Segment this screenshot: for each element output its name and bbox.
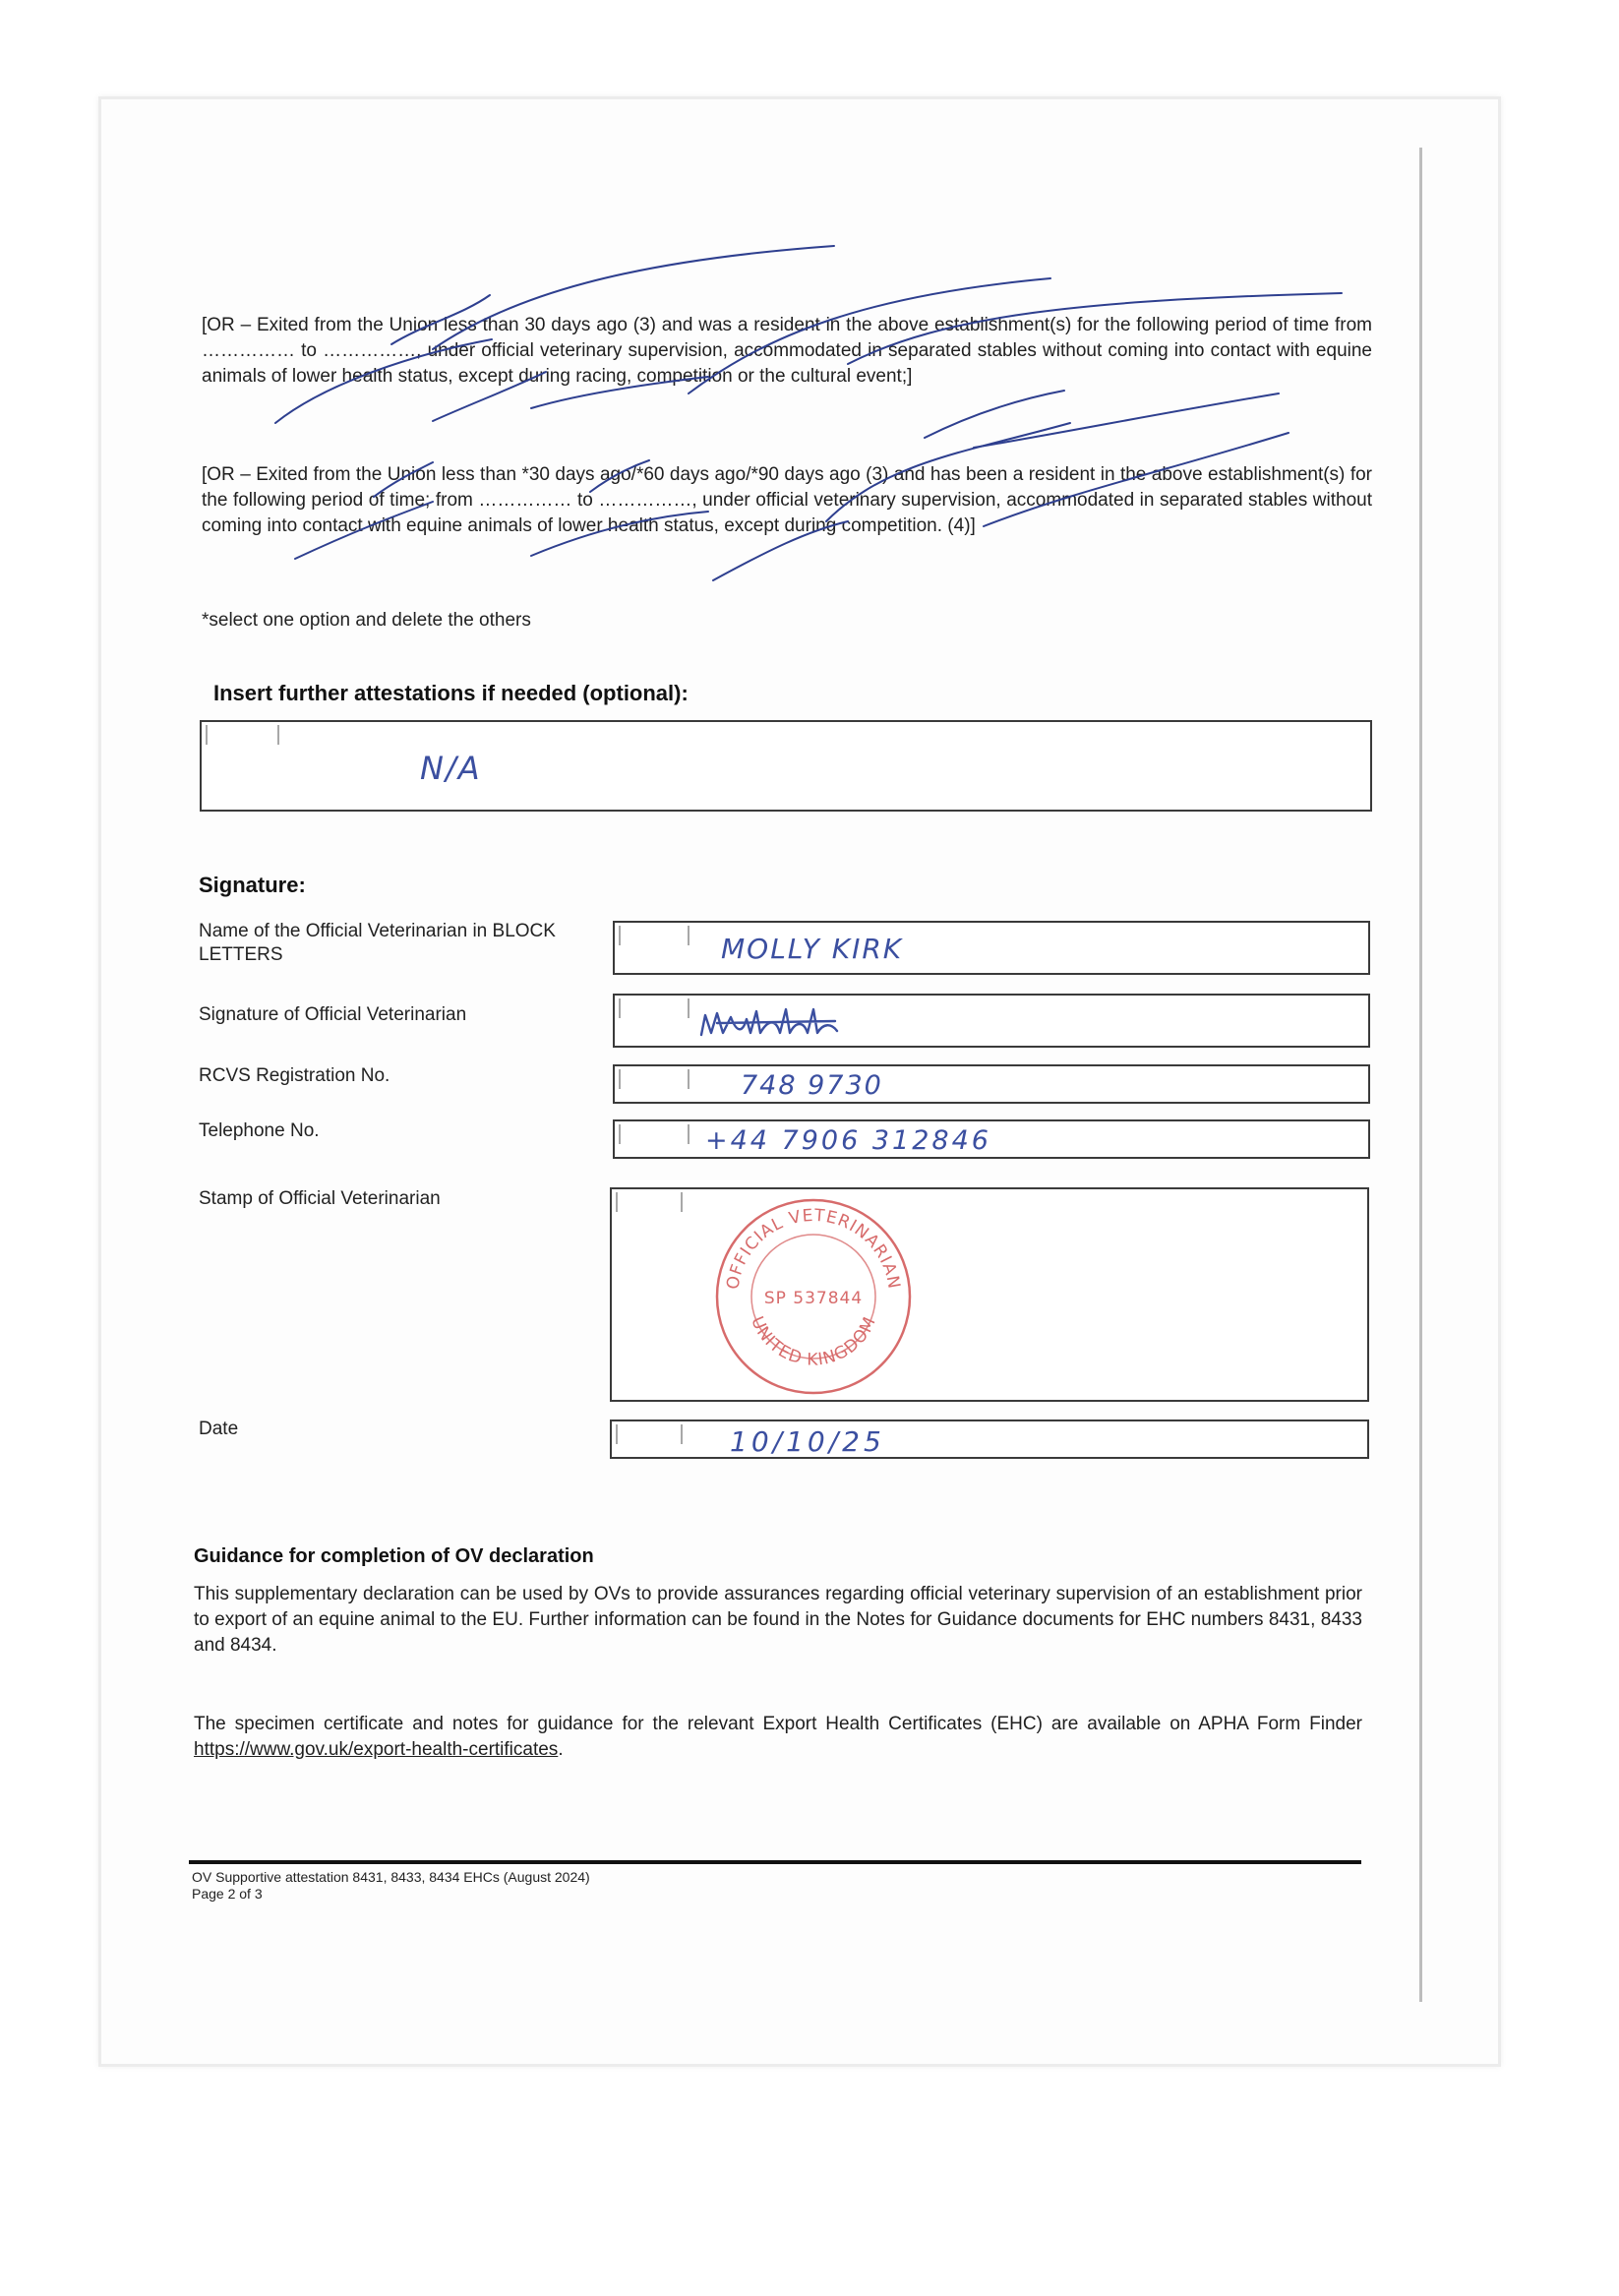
export-health-certificates-link[interactable]: https://www.gov.uk/export-health-certificates xyxy=(194,1739,559,1760)
field-tick xyxy=(619,1124,621,1144)
footer xyxy=(192,1869,590,1903)
field-tick xyxy=(277,725,279,745)
stamp-number: SP 537844 xyxy=(763,1289,864,1308)
official-vet-name-value: MOLLY KIRK xyxy=(721,933,904,965)
field-tick xyxy=(616,1192,618,1212)
guidance-paragraph-2-text: The specimen certificate and notes for guidance for the relevant Export Health Certificates (EHC) are available on APHA Form Finder xyxy=(194,1714,1362,1734)
page-border-rule xyxy=(1419,148,1422,2002)
footer-document-title: OV Supportive attestation 8431, 8433, 8434 EHCs (August 2024) xyxy=(192,1869,590,1885)
telephone-label: Telephone No. xyxy=(199,1120,320,1141)
further-attestations-heading: Insert further attestations if needed (optional): xyxy=(213,681,689,705)
rcvs-registration-field[interactable] xyxy=(613,1064,1370,1104)
field-tick xyxy=(619,926,621,945)
telephone-value: +44 7906 312846 xyxy=(705,1125,991,1156)
stamp-top-text: OFFICIAL VETERINARIAN xyxy=(723,1205,904,1292)
guidance-paragraph-1: This supplementary declaration can be used by OVs to provide assurances regarding official veterinary supervision of an establishment prior to export of an equine animal to the EU. Further information can be found in the Notes for Guidance documents for EHC numbers 8431, 8433 and 8434. xyxy=(194,1584,1362,1656)
footer-page-number: Page 2 of 3 xyxy=(192,1886,263,1902)
attestation-option-2: [OR – Exited from the Union less than *30 days ago/*60 days ago/*90 days ago (3) and has been a resident in the above establishment(s) for the following period of time; from …………… to ……………, under official veterinary supervision, accommodated in separated stables without coming into contact with equine animals of lower health status, except during competition. (4)] xyxy=(202,464,1372,536)
date-field[interactable] xyxy=(610,1420,1369,1459)
date-value: 10/10/25 xyxy=(730,1425,885,1458)
telephone-field[interactable] xyxy=(613,1119,1370,1159)
rcvs-registration-value: 748 9730 xyxy=(741,1070,883,1101)
field-tick xyxy=(688,998,690,1018)
handwritten-signature xyxy=(697,1001,845,1043)
official-vet-signature-field[interactable] xyxy=(613,994,1370,1048)
official-vet-name-field[interactable] xyxy=(613,921,1370,975)
official-vet-name-label: Name of the Official Veterinarian in BLOCK LETTERS xyxy=(199,921,556,965)
signature-heading: Signature: xyxy=(199,873,306,897)
field-tick xyxy=(681,1424,683,1444)
official-vet-stamp xyxy=(710,1193,917,1400)
field-tick xyxy=(619,1069,621,1089)
footer-rule xyxy=(189,1860,1361,1864)
field-tick xyxy=(688,1069,690,1089)
guidance-paragraph-2: The specimen certificate and notes for guidance for the relevant Export Health Certificates (EHC) are available on APHA Form Finder https://www.gov.uk/export-health-certificates. xyxy=(194,1714,1362,1760)
date-label: Date xyxy=(199,1419,239,1439)
rcvs-registration-label: RCVS Registration No. xyxy=(199,1065,390,1086)
field-tick xyxy=(616,1424,618,1444)
field-tick xyxy=(619,998,621,1018)
attestation-option-1: [OR – Exited from the Union less than 30 days ago (3) and was a resident in the above establishment(s) for the following period of time from …………… to ……………, under official veterinary supervision, accommodated in separated stables without coming into contact with equine animals of lower health status, except during racing, competition or the cultural event;] xyxy=(202,315,1372,387)
field-tick xyxy=(206,725,208,745)
field-tick xyxy=(681,1192,683,1212)
official-vet-signature-label: Signature of Official Veterinarian xyxy=(199,1004,467,1025)
field-tick xyxy=(688,1124,690,1144)
stamp-bottom-text: UNITED KINGDOM xyxy=(747,1313,880,1370)
stamp-label: Stamp of Official Veterinarian xyxy=(199,1188,441,1209)
field-tick xyxy=(688,926,690,945)
guidance-heading: Guidance for completion of OV declaration xyxy=(194,1545,594,1567)
further-attestations-field[interactable] xyxy=(200,720,1372,812)
stamp-field[interactable] xyxy=(610,1187,1369,1402)
further-attestations-value: N/A xyxy=(420,750,482,787)
select-option-note: *select one option and delete the others xyxy=(202,610,531,631)
